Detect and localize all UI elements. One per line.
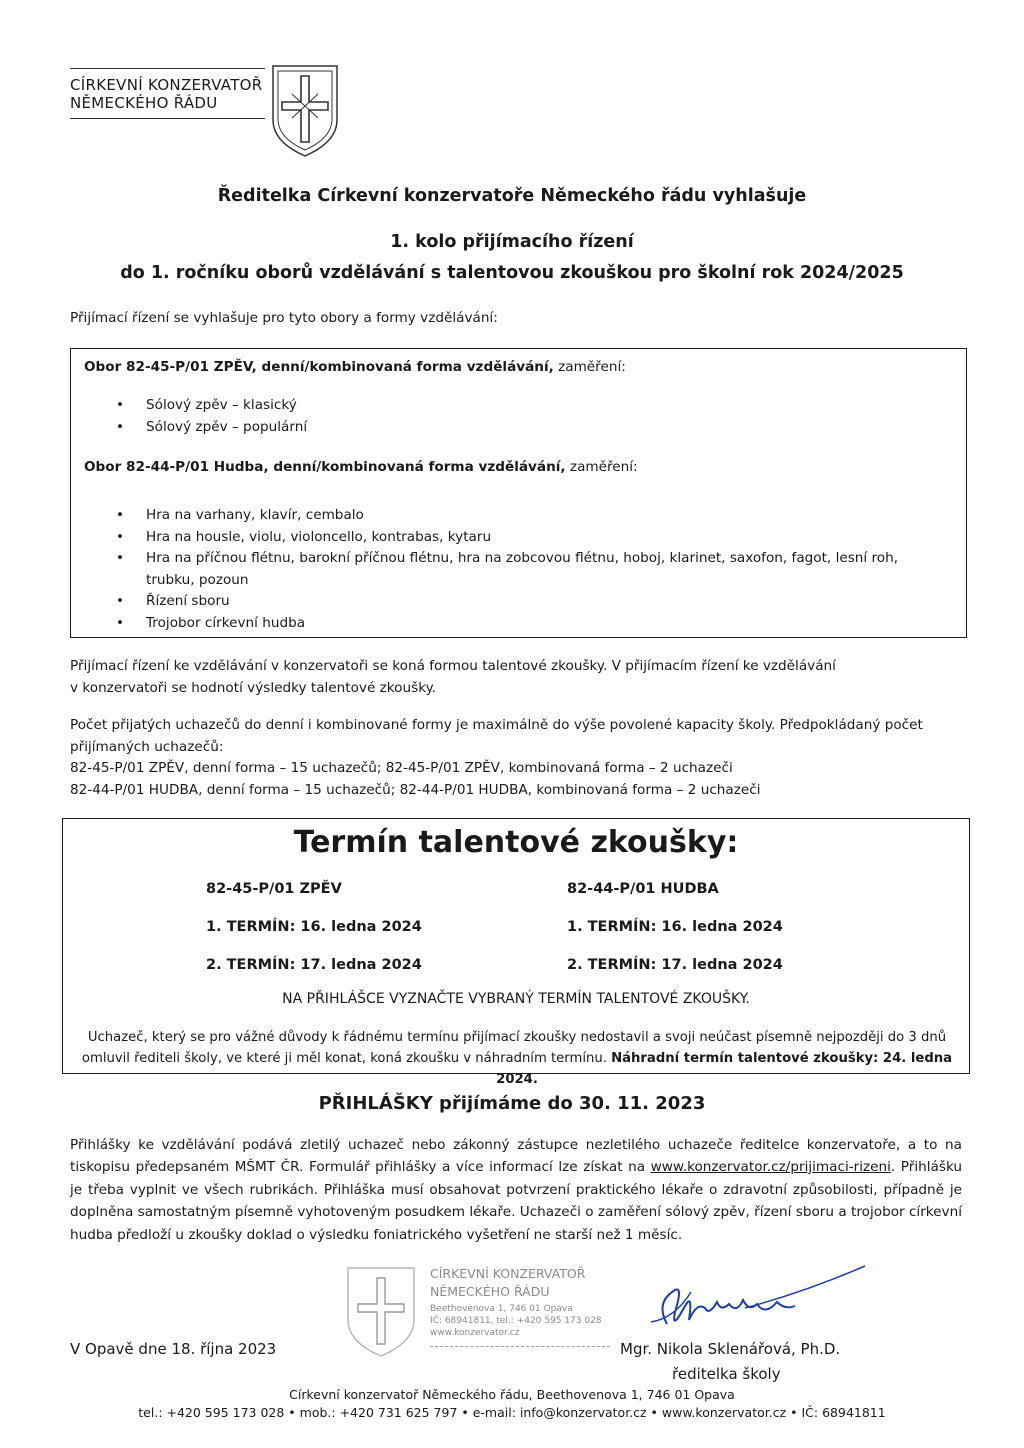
substitute-line-2-text: omluvil řediteli školy, ve které ji měl konat, koná zkoušku v náhradním termínu. <box>81 1051 612 1066</box>
substitute-line-1: Uchazeč, který se pro vážné důvody k řádnému termínu přijímací zkoušky nedostavil a svoji neúčast písemně nejpozději do 3 dnů <box>87 1030 947 1045</box>
paragraph-line: v konzervatoři se hodnotí výsledky talentové zkoušky. <box>70 679 437 696</box>
hudba-column-heading: 82-44-P/01 HUDBA <box>567 881 719 897</box>
stamp-line-4: IČ: 68941811, tel.: +420 595 173 028 <box>430 1316 602 1326</box>
paragraph-applications <box>70 1134 962 1246</box>
list-item-continuation-text: trubku, pozoun <box>146 571 249 588</box>
logo-top-rule <box>70 68 265 69</box>
hudba-term-1: 1. TERMÍN: 16. ledna 2024 <box>567 919 783 935</box>
applications-text-2: . Přihlášku je třeba vyplnit ve všech rubrikách. Přihláška musí obsahovat potvrzení praktického lékaře o zdravotní způsobilosti, případně je doplněna samostatným písemně vyhotoveným posudkem lékaře. Uchazeči o zaměření sólový zpěv, řízení sboru a trojobor církevní hudba předloží u zkoušky doklad o výsledku foniatrického vyšetření ne starší než 1 měsíc. <box>70 1159 963 1243</box>
place-and-date: V Opavě dne 18. října 2023 <box>70 1340 277 1358</box>
list-item: • Sólový zpěv – klasický <box>84 395 307 417</box>
zpev-term-1: 1. TERMÍN: 16. ledna 2024 <box>206 919 422 935</box>
stamp-cross-icon <box>340 1262 422 1358</box>
stamp-line-2: NĚMECKÉHO ŘÁDU <box>430 1284 550 1299</box>
footer-contacts: tel.: +420 595 173 028 • mob.: +420 731 625 797 • e-mail: info@konzervator.cz • www.konzervator.cz • IČ: 68941811 <box>138 1405 886 1420</box>
obor-hudba-heading <box>84 459 638 475</box>
heading-round: 1. kolo přijímacího řízení <box>390 232 634 252</box>
logo-line-2: NĚMECKÉHO ŘÁDU <box>70 94 218 112</box>
list-item-continuation <box>84 570 898 592</box>
list-item: • Trojobor církevní hudba <box>84 613 898 635</box>
application-deadline: PŘIHLÁŠKY přijímáme do 30. 11. 2023 <box>318 1093 706 1114</box>
school-stamp <box>340 1262 615 1362</box>
header-logo <box>70 62 345 162</box>
paragraph-line: Počet přijatých uchazečů do denní i kombinované formy je maximálně do výše povolené kapacity školy. Předpokládaný počet <box>70 717 923 733</box>
obor-zpev-list <box>84 395 307 438</box>
handwritten-signature <box>645 1262 875 1342</box>
stamp-rule <box>430 1346 610 1347</box>
signatory-role: ředitelka školy <box>672 1365 781 1383</box>
paragraph-line: Přijímací řízení ke vzdělávání v konzervatoři se koná formou talentové zkoušky. V přijímacím řízení ke vzdělávání <box>70 658 836 674</box>
substitute-line-2 <box>77 1048 957 1090</box>
stamp-line-5: www.konzervator.cz <box>430 1328 520 1338</box>
stamp-line-1: CÍRKEVNÍ KONZERVATOŘ <box>430 1266 586 1281</box>
hudba-term-2: 2. TERMÍN: 17. ledna 2024 <box>567 957 783 973</box>
signatory-name: Mgr. Nikola Sklenářová, Ph.D. <box>620 1340 841 1358</box>
term-note: NA PŘIHLÁŠCE VYZNAČTE VYBRANÝ TERMÍN TALENTOVÉ ZKOUŠKY. <box>282 991 750 1007</box>
logo-line-1: CÍRKEVNÍ KONZERVATOŘ <box>70 76 263 94</box>
list-item: • Sólový zpěv – populární <box>84 417 307 439</box>
zpev-column-heading: 82-45-P/01 ZPĚV <box>206 881 342 897</box>
list-item: • Hra na housle, violu, violoncello, kontrabas, kytaru <box>84 527 898 549</box>
substitute-term-text <box>77 1027 957 1090</box>
obor-hudba-list <box>84 505 898 635</box>
paragraph-capacity <box>70 715 960 801</box>
list-item: • Hra na příčnou flétnu, barokní příčnou flétnu, hra na zobcovou flétnu, hoboj, klarinet, saxofon, fagot, lesní roh, <box>84 548 898 570</box>
substitute-term-bold: Náhradní termín talentové zkoušky: 24. ledna 2024. <box>496 1051 953 1087</box>
heading-year: do 1. ročníku oborů vzdělávání s talentovou zkouškou pro školní rok 2024/2025 <box>120 263 904 283</box>
intro-text: Přijímací řízení se vyhlašuje pro tyto obory a formy vzdělávání: <box>70 310 498 326</box>
footer-address: Církevní konzervatoř Německého řádu, Beethovenova 1, 746 01 Opava <box>289 1387 735 1402</box>
obor-hudba-rest: zaměření: <box>565 459 638 475</box>
logo-bottom-rule <box>70 118 265 119</box>
obor-hudba-bold: Obor 82-44-P/01 Hudba, denní/kombinovaná forma vzdělávání, <box>84 459 566 475</box>
application-link[interactable]: www.konzervator.cz/prijimaci-rizeni <box>650 1159 891 1176</box>
zpev-term-2: 2. TERMÍN: 17. ledna 2024 <box>206 957 422 973</box>
paragraph-talent-exam <box>70 656 950 699</box>
paragraph-line: přijímaných uchazečů: <box>70 738 224 755</box>
paragraph-line: 82-45-P/01 ZPĚV, denní forma – 15 uchazečů; 82-45-P/01 ZPĚV, kombinovaná forma – 2 uchazeči <box>70 760 733 776</box>
cross-shield-icon <box>270 62 340 158</box>
paragraph-line: 82-44-P/01 HUDBA, denní forma – 15 uchazečů; 82-44-P/01 HUDBA, kombinovaná forma – 2 uchazeči <box>70 781 761 798</box>
exam-dates-title: Termín talentové zkoušky: <box>293 825 739 860</box>
heading-announcement: Ředitelka Církevní konzervatoře Německého řádu vyhlašuje <box>217 186 807 206</box>
list-item: • Řízení sboru <box>84 591 898 613</box>
exam-dates-box <box>62 818 970 1087</box>
list-item: • Hra na varhany, klavír, cembalo <box>84 505 898 527</box>
obor-zpev-rest: zaměření: <box>553 359 626 375</box>
fields-box <box>70 348 967 638</box>
stamp-line-3: Beethovenova 1, 746 01 Opava <box>430 1304 573 1314</box>
applications-text-1: Přihlášky ke vzdělávání podává zletilý uchazeč nebo zákonný zástupce nezletilého uchazeče ředitelce konzervatoře, a to na tiskopisu předepsaném MŠMT ČR. Formulář přihlášky a více informací lze získat na <box>70 1137 962 1176</box>
obor-zpev-heading <box>84 359 626 375</box>
obor-zpev-bold: Obor 82-45-P/01 ZPĚV, denní/kombinovaná forma vzdělávání, <box>84 359 554 375</box>
